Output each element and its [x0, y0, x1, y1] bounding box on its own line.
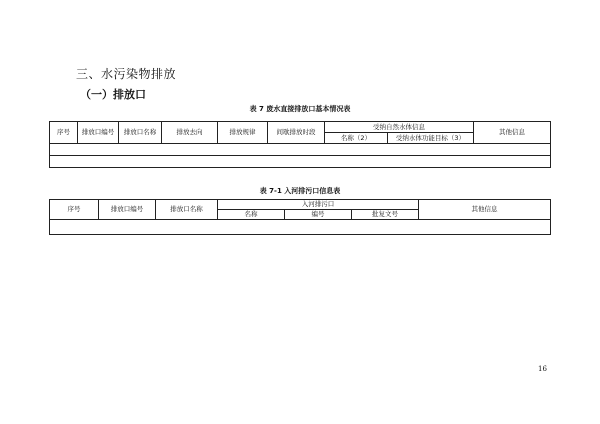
table-row	[50, 144, 551, 156]
direct-discharge-outlet-table	[49, 121, 551, 168]
header-water-name: 名称（2）	[325, 133, 388, 144]
table-row	[50, 156, 551, 168]
table2-caption: 表 7-1 入河排污口信息表	[259, 187, 341, 195]
empty-row	[50, 156, 551, 168]
header-seq: 序号	[50, 200, 99, 220]
header-name: 名称	[218, 210, 285, 220]
header-other-info: 其他信息	[474, 122, 551, 144]
header-other-info: 其他信息	[419, 200, 551, 220]
header-direction: 排放去向	[162, 122, 218, 144]
header-approval-doc: 批复文号	[352, 210, 419, 220]
header-code: 编号	[285, 210, 352, 220]
empty-row	[50, 144, 551, 156]
header-pattern: 排放规律	[218, 122, 268, 144]
header-outlet-name: 排放口名称	[156, 200, 218, 220]
header-intermittent-period: 间歇排放时段	[268, 122, 325, 144]
header-water-function: 受纳水体功能目标（3）	[388, 133, 474, 144]
section-subheading: （一）排放口	[80, 88, 146, 101]
river-outlet-table	[49, 199, 551, 235]
header-seq: 序号	[50, 122, 78, 144]
header-outlet-name: 排放口名称	[119, 122, 162, 144]
table-row	[50, 220, 551, 235]
page-number: 16	[538, 365, 547, 373]
section-heading: 三、水污染物排放	[76, 67, 177, 81]
header-receiving-water: 受纳自然水体信息	[325, 122, 474, 133]
header-outlet-code: 排放口编号	[78, 122, 119, 144]
header-outlet-code: 排放口编号	[99, 200, 156, 220]
table1-caption: 表 7 废水直接排放口基本情况表	[249, 105, 351, 113]
header-river-outlet: 入河排污口	[218, 200, 419, 210]
empty-row	[50, 220, 551, 235]
